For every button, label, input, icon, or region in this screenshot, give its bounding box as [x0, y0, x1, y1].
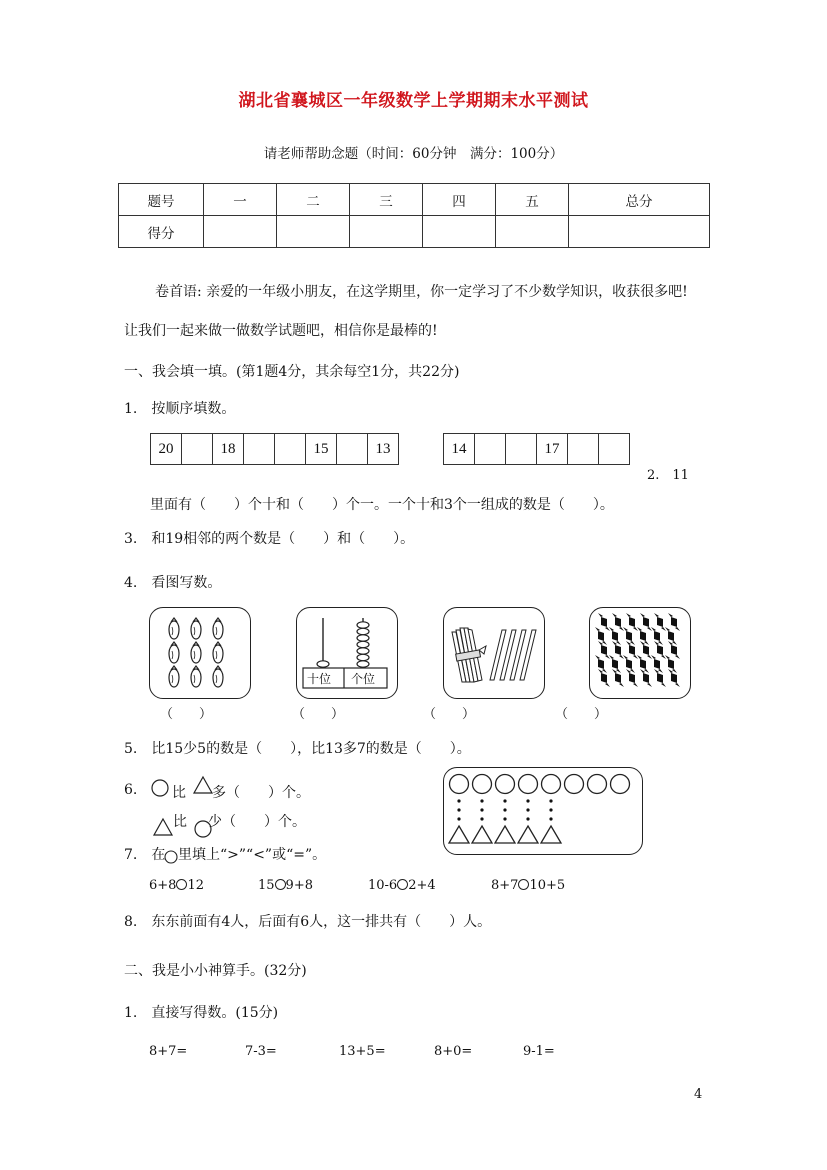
question-3: 3. 和19相邻的两个数是（ ）和（ ）。: [124, 531, 415, 547]
candy-icon: [651, 627, 663, 645]
score-table: [118, 183, 710, 248]
ones-place-label: 个位: [351, 672, 376, 686]
candy-icon: [609, 627, 621, 645]
score-header-cell: 四: [423, 184, 496, 216]
calc-item: 7-3=: [245, 1044, 277, 1059]
q4-answer-blank-4[interactable]: （ ）: [555, 707, 608, 722]
score-cell[interactable]: [204, 216, 277, 248]
candy-icon: [612, 641, 624, 659]
compare-blank-circle[interactable]: [275, 879, 286, 890]
score-cell[interactable]: [569, 216, 710, 248]
sticks-card: [443, 607, 545, 699]
candies-illustration: [590, 608, 690, 698]
compare-item-3: [368, 878, 436, 893]
question-6-number: 6.: [124, 782, 138, 798]
candy-icon: [668, 669, 680, 687]
candy-icon: [595, 627, 607, 645]
question-7-number: 7. 在: [124, 847, 166, 863]
seq-cell[interactable]: [244, 434, 275, 464]
section1-heading: 一、我会填一填。(第1题4分，其余每空1分，共22分): [124, 364, 460, 380]
seq-cell[interactable]: [337, 434, 368, 464]
question-5: 5. 比15少5的数是（ ），比13多7的数是（ ）。: [124, 741, 471, 757]
seq-cell[interactable]: [506, 434, 537, 464]
compare-blank-circle[interactable]: [397, 879, 408, 890]
candy-icon: [626, 613, 638, 631]
compare-right: 10+5: [529, 878, 566, 893]
compare-item-4: [491, 878, 565, 893]
question-1: 1. 按顺序填数。: [124, 401, 236, 417]
eggplant-card: [149, 607, 251, 699]
seq-cell[interactable]: [568, 434, 599, 464]
candy-icon: [640, 641, 652, 659]
calc-item: 8+0=: [434, 1044, 473, 1059]
score-table-score-row: [119, 216, 710, 248]
seq-cell: 13: [375, 440, 391, 457]
question-8: 8. 东东前面有4人，后面有6人，这一排共有（ ）人。: [124, 914, 492, 930]
question-2-text: 里面有（ ）个十和（ ）个一。一个十和3个一组成的数是（ ）。: [150, 497, 614, 513]
seq-cell: 18: [213, 434, 244, 464]
candy-icon: [668, 641, 680, 659]
q4-answer-blank-1[interactable]: （ ）: [160, 707, 213, 722]
candy-icon: [640, 669, 652, 687]
page-subtitle: 请老师帮助念题（时间：60分钟 满分：100分）: [263, 146, 564, 162]
seq-cell[interactable]: [182, 434, 213, 464]
candy-icon: [668, 613, 680, 631]
triangle-icon: [152, 816, 174, 838]
candy-icon: [595, 655, 607, 673]
section2-heading: 二、我是小小神算手。(32分): [124, 963, 307, 979]
calc-item: 9-1=: [523, 1044, 555, 1059]
preface-line-2: 让我们一起来做一做数学试题吧，相信你是最棒的!: [124, 323, 438, 339]
seq-cell: 17: [537, 434, 568, 464]
calc-item: 13+5=: [339, 1044, 386, 1059]
page-number: 4: [694, 1087, 703, 1102]
question-7-text: 里填上“>”“<”或“=”。: [178, 847, 327, 863]
compare-blank-circle[interactable]: [518, 879, 529, 890]
candy-icon: [598, 613, 610, 631]
seq-cell: 15: [306, 434, 337, 464]
page-title: 湖北省襄城区一年级数学上学期期末水平测试: [238, 91, 589, 111]
candy-icon: [637, 627, 649, 645]
score-table-header-row: [119, 184, 710, 216]
candy-icon: [665, 627, 677, 645]
candy-card: [589, 607, 691, 699]
compare-right: 2+4: [408, 878, 436, 893]
triangle-icon: [192, 774, 214, 796]
compare-item-1: [149, 878, 204, 893]
q4-answer-blank-2[interactable]: （ ）: [292, 707, 345, 722]
compare-left: 8+7: [491, 878, 519, 893]
candy-icon: [598, 669, 610, 687]
q6b-rest: 少（ ）个。: [208, 814, 306, 830]
score-header-cell: 题号: [119, 184, 204, 216]
candy-icon: [654, 641, 666, 659]
candy-icon: [637, 655, 649, 673]
candy-icon: [654, 669, 666, 687]
candy-icon: [598, 641, 610, 659]
candy-icon: [626, 669, 638, 687]
q6a-rest: 多（ ）个。: [212, 785, 310, 801]
score-cell[interactable]: [350, 216, 423, 248]
score-cell[interactable]: [496, 216, 569, 248]
seq-cell[interactable]: [275, 434, 306, 464]
seq-cell: 14: [444, 434, 475, 464]
seq-cell: 20: [151, 434, 182, 464]
candy-icon: [640, 613, 652, 631]
compare-item-2: [258, 878, 313, 893]
candy-icon: [609, 655, 621, 673]
q6a-compare-word: 比: [172, 785, 186, 801]
candy-icon: [651, 655, 663, 673]
preface-line-1: 卷首语: 亲爱的一年级小朋友，在这学期里，你一定学习了不少数学知识，收获很多吧!: [155, 284, 688, 300]
candy-icon: [623, 627, 635, 645]
candy-icon: [654, 613, 666, 631]
compare-left: 6+8: [149, 878, 177, 893]
calc-item: 8+7=: [149, 1044, 188, 1059]
section2-question-1: 1. 直接写得数。(15分): [124, 1005, 279, 1021]
candy-icon: [665, 655, 677, 673]
compare-left: 10-6: [368, 878, 398, 893]
score-cell[interactable]: [277, 216, 350, 248]
compare-left: 15: [258, 878, 275, 893]
candy-icon: [623, 655, 635, 673]
score-header-cell: 一: [204, 184, 277, 216]
compare-right: 12: [187, 878, 204, 893]
seq-cell[interactable]: [475, 434, 506, 464]
score-cell[interactable]: [423, 216, 496, 248]
score-header-cell: 总分: [569, 184, 710, 216]
q4-answer-blank-3[interactable]: （ ）: [423, 707, 476, 722]
score-header-cell: 五: [496, 184, 569, 216]
candy-icon: [612, 669, 624, 687]
candy-icon: [612, 613, 624, 631]
number-sequence-1: [150, 433, 399, 465]
question-2-number: 2. 11: [647, 468, 689, 483]
candy-icon: [626, 641, 638, 659]
question-4: 4. 看图写数。: [124, 575, 222, 591]
score-header-cell: 二: [277, 184, 350, 216]
number-sequence-2: [443, 433, 630, 465]
sticks-illustration: [444, 608, 544, 698]
circles-triangles-illustration: [444, 768, 642, 854]
abacus-card: [296, 607, 398, 699]
compare-right: 9+8: [285, 878, 313, 893]
q6b-compare-word: 比: [173, 814, 187, 830]
compare-blank-circle[interactable]: [176, 879, 187, 890]
tens-place-label: 十位: [307, 672, 332, 686]
shapes-comparison-figure: [443, 767, 643, 855]
score-header-cell: 三: [350, 184, 423, 216]
score-row-label: 得分: [119, 216, 204, 248]
circle-icon: [150, 777, 172, 799]
eggplants-illustration: [150, 608, 250, 698]
seq-cell[interactable]: [599, 434, 629, 464]
